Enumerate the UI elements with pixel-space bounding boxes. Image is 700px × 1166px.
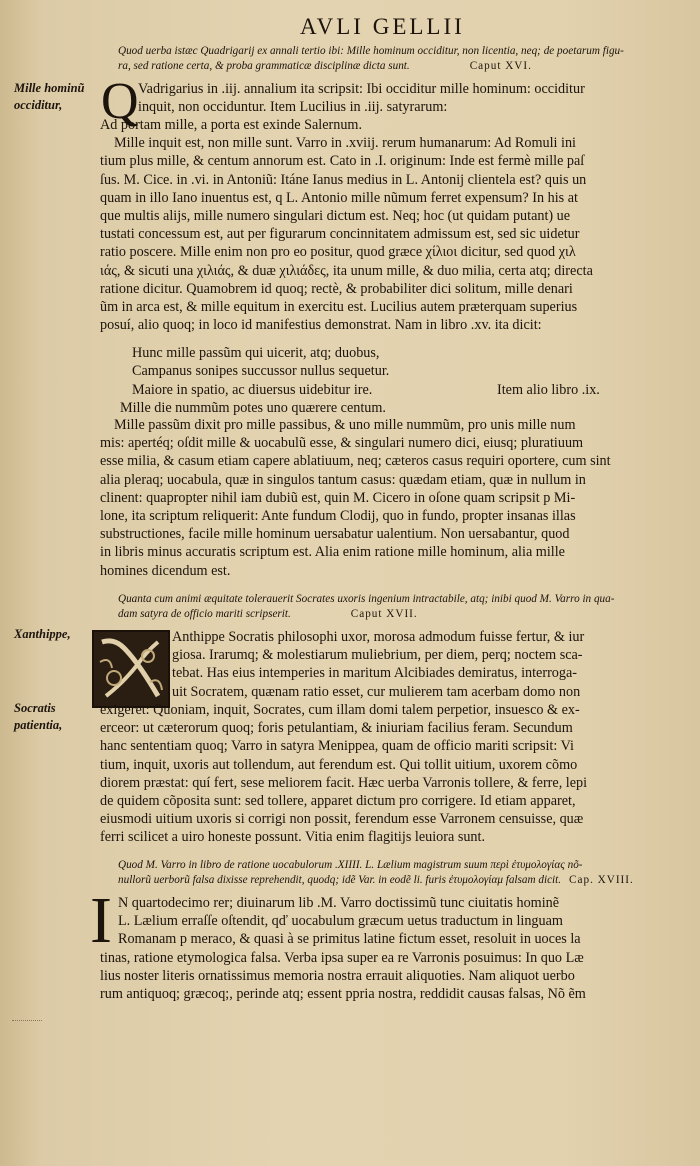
text-line: tium, inquit, uxoris aut tollendum, aut ferendum est. Qui tollit uitium, uxorem cõmo (100, 756, 578, 773)
text-line: substructiones, facile mille hominum uersabatur ualentium. Non uersabantur, quod (100, 526, 570, 543)
text-line: que multis alijs, mille numero singulari dictum est. Neq; hoc (ut quidam putant) ue (100, 208, 571, 225)
text-line: tium plus mille, & centum annorum est. Cato in .I. originum: Inde est fermè mille paſ (100, 153, 585, 170)
text-line: clinent: quapropter nihil iam dubiũ est, quin M. Cicero in oſone quam scripsit p Mi- (100, 489, 576, 506)
chapter-17-heading-line: Quanta cum animi æquitate tolerauerit Socrates uxoris ingenium intractabile, atq; inibi quod M. Varro in qua- (118, 593, 615, 605)
text-line: rum antiquoq; græcoq;, perinde atq; essent ppria nostra, reddidit causas falsas, Nõ ẽm (100, 986, 586, 1003)
text-line: inquit, non occiduntur. Item Lucilius in .iij. satyrarum: (138, 99, 448, 116)
chapter-16-heading-line: Quod uerba istæc Quadrigarij ex annali tertio ibi: Mille hominum occiditur, non licentia, neq; de poetarum figu- (118, 45, 624, 57)
text-line: tinas, ratione etymologica falsa. Verba ipsa super ea re Varronis posuimus: In quo Læ (100, 950, 584, 966)
verse-line: Campanus sonipes succussor nullus sequetur. (132, 363, 390, 380)
text-line: Ad portam mille, a porta est exinde Salernum. (100, 117, 363, 133)
text-line: ũm in arca est, & mille equitum in exercitu est. Lucilius autem præterquam superius (100, 299, 578, 316)
chapter-18-body (100, 949, 680, 1004)
chapter-18-heading-line-2 (118, 873, 678, 888)
text-line: eiusmodi uitium uxoris si corrigi non possit, ferendum esse Varronem censuisse, quæ (100, 811, 584, 828)
margin-note-line: Mille hominũ (14, 81, 85, 95)
text-line: de quidem cõposita sunt: sed tollere, apparet dictum pro corrigere. Id etiam apparet, (100, 793, 576, 810)
chapter-17-heading (118, 592, 678, 622)
text-line: hanc sententiam quoq; Varro in satyra Menippea, quam de officio mariti scripsit: Vi (100, 738, 574, 755)
text-line: quam in illo Iano inuentus est, q L. Antonio mille nũmum ferret expensum? In his at (100, 189, 578, 206)
text-line: giosa. Irarumq; & molestiarum muliebrium, per diem, perq; noctem sca- (172, 647, 583, 664)
fold-mark (12, 1020, 42, 1022)
margin-note-xanthippe: Xanthippe, (14, 627, 71, 641)
verse-aside: Item alio libro .ix. (497, 381, 600, 398)
ornamental-initial-x-icon (94, 632, 168, 706)
lucilius-verse (120, 344, 672, 417)
chapter-16-heading-line: ra, sed ratione certa, & proba grammaticæ disciplinæ dicta sunt. (118, 60, 410, 72)
margin-note-socratis-patientia (14, 700, 62, 734)
text-line: tebat. Has eius intemperies in maritum Alcibiades demiratus, interroga- (172, 665, 578, 682)
text-line: L. Lælium erraſſe oſtendit, qď uocabulum græcum uetus traductum in linguam (118, 913, 563, 930)
chapter-16-body (100, 116, 680, 334)
verse-line-with-aside (132, 381, 672, 399)
chapter-17-body (100, 701, 680, 847)
text-line: alia pleraq; uocabula, quæ in singulos tantum casus: quædam etiam, quæ in nullum in (100, 471, 586, 488)
text-line: exigeret: Quoniam, inquit, Socrates, cum illam domi talem perpetior, insuesco & ex- (100, 702, 580, 718)
chapter-16-opening (138, 80, 683, 116)
chapter-18-caput: Cap. XVIII. (569, 874, 634, 886)
text-line: ſus. M. Cice. in .vi. in Antoniũ: Itáne Ianus medius in L. Antonij clientela est? quis un (100, 171, 587, 188)
text-line: erceor: ut cæterorum quoq; foris petulantiam, & iniuriam facilius feram. Secundum (100, 720, 573, 737)
text-line: Anthippe Socratis philosophi uxor, morosa admodum fuisse fertur, & iur (172, 629, 585, 645)
chapter-16-heading (118, 44, 678, 74)
verse-line: Maiore in spatio, ac diuersus uidebitur ire. (132, 381, 373, 398)
text-line: N quartodecimo rer; diuinarum lib .M. Varro doctissimũ tunc ciuitatis hominẽ (118, 895, 560, 911)
chapter-17-heading-line-2 (118, 607, 678, 622)
chapter-16-caput: Caput XVI. (469, 60, 532, 72)
chapter-18-opening (118, 894, 683, 949)
text-line: ferri scilicet a uiro honeste possunt. Vitia enim flagitijs leuiora sunt. (100, 829, 486, 846)
drop-cap-q: Q (101, 73, 139, 130)
text-line: homines dicendum est. (100, 562, 231, 579)
text-line: uit Socratem, quænam ratio esset, cur mulierem tam acerbam domo non (172, 683, 581, 700)
text-line: Mille passũm dixit pro mille passibus, & uno mille nummũm, pro unis mille num (114, 417, 576, 433)
text-line: esse milia, & casum etiam capere ablatiuum, neq; cæteros casus requiri oportere, cum sint (100, 453, 611, 470)
margin-note-line: patientia, (14, 718, 63, 732)
text-line: ιάς, & sicuti una χιλιάς, & duæ χιλιάδες, ita unum mille, & duo milia, certa atq; directa (100, 262, 593, 279)
text-line: Mille inquit est, non mille sunt. Varro in .xviij. rerum humanarum: Ad Romuli ini (114, 135, 576, 152)
text-line: lone, ita scriptum reliquerit: Ante fundum Clodij, quo in fundo, propter insanas illas (100, 508, 576, 525)
drop-cap-i: I (90, 884, 112, 957)
text-line: mis: apertéq; oſdit mille & uocabulũ esse, & singulari numero dici, eiusq; pluratiuum (100, 435, 584, 452)
chapter-16-body-2 (100, 416, 680, 580)
text-line: ratione dicitur. Quamobrem id quoq; rectè, & probabiliter dici solitum, mille denari (100, 280, 573, 297)
text-line: ratio poscere. Mille enim non pro eo positur, quod græce χίλιοι dicitur, sed quod χιλ (100, 244, 576, 261)
text-line: lius noster literis ornatissimus memoria nostra errauit aliquoties. Nam aliquot uerbo (100, 968, 575, 985)
verse-line: Mille die nummũm potes uno quærere centum. (120, 399, 386, 416)
margin-note-mille (14, 80, 85, 114)
chapter-17-opening (172, 628, 682, 701)
running-head: AVLI GELLII (300, 14, 465, 39)
text-line: Romanam p meraco, & quasi à se primitus latine fictum esset, resoluit in uoces la (118, 931, 581, 948)
margin-note-line: Socratis (14, 701, 56, 715)
text-line: Vadrigarius in .iij. annalium ita scripsit: Ibi occiditur mille hominum: occiditur (138, 81, 585, 97)
chapter-17-caput: Caput XVII. (350, 608, 418, 620)
text-line: in libris minus accuratis scriptum est. Alia enim ratione mille hominum, alia mille (100, 544, 565, 561)
text-line: posuí, alio quoq; in loco id manifestius demonstrat. Nam in libro .xv. ita dicit: (100, 317, 542, 334)
chapter-16-heading-line-2 (118, 59, 678, 74)
text-line: diorem præstat: quí fert, sese meliorem facit. Hæc uerba Varronis tollere, & ferre, lepi (100, 774, 588, 791)
chapter-18-heading-line: Quod M. Varro in libro de ratione uocabulorum .XIIII. L. Lælium magistrum suum περὶ ἐτυμολογίας nõ- (118, 859, 583, 871)
margin-note-line: occiditur, (14, 98, 63, 112)
text-line: tustati concessum est, aut per figurarum concinnitatem admissum est, sed sic uidetur (100, 226, 580, 243)
verse-line: Hunc mille passũm qui uicerit, atq; duobus, (132, 345, 380, 361)
ornamental-initial-x (92, 630, 170, 708)
chapter-18-heading (118, 858, 678, 888)
chapter-17-heading-line: dam satyra de officio mariti scripserit. (118, 608, 291, 620)
chapter-18-heading-line: nullorũ uerborũ falsa dixisse reprehendit, quodq; idẽ Var. in eodẽ li. furis ἐτυμολογίαμ falsam dicit. (118, 874, 562, 886)
